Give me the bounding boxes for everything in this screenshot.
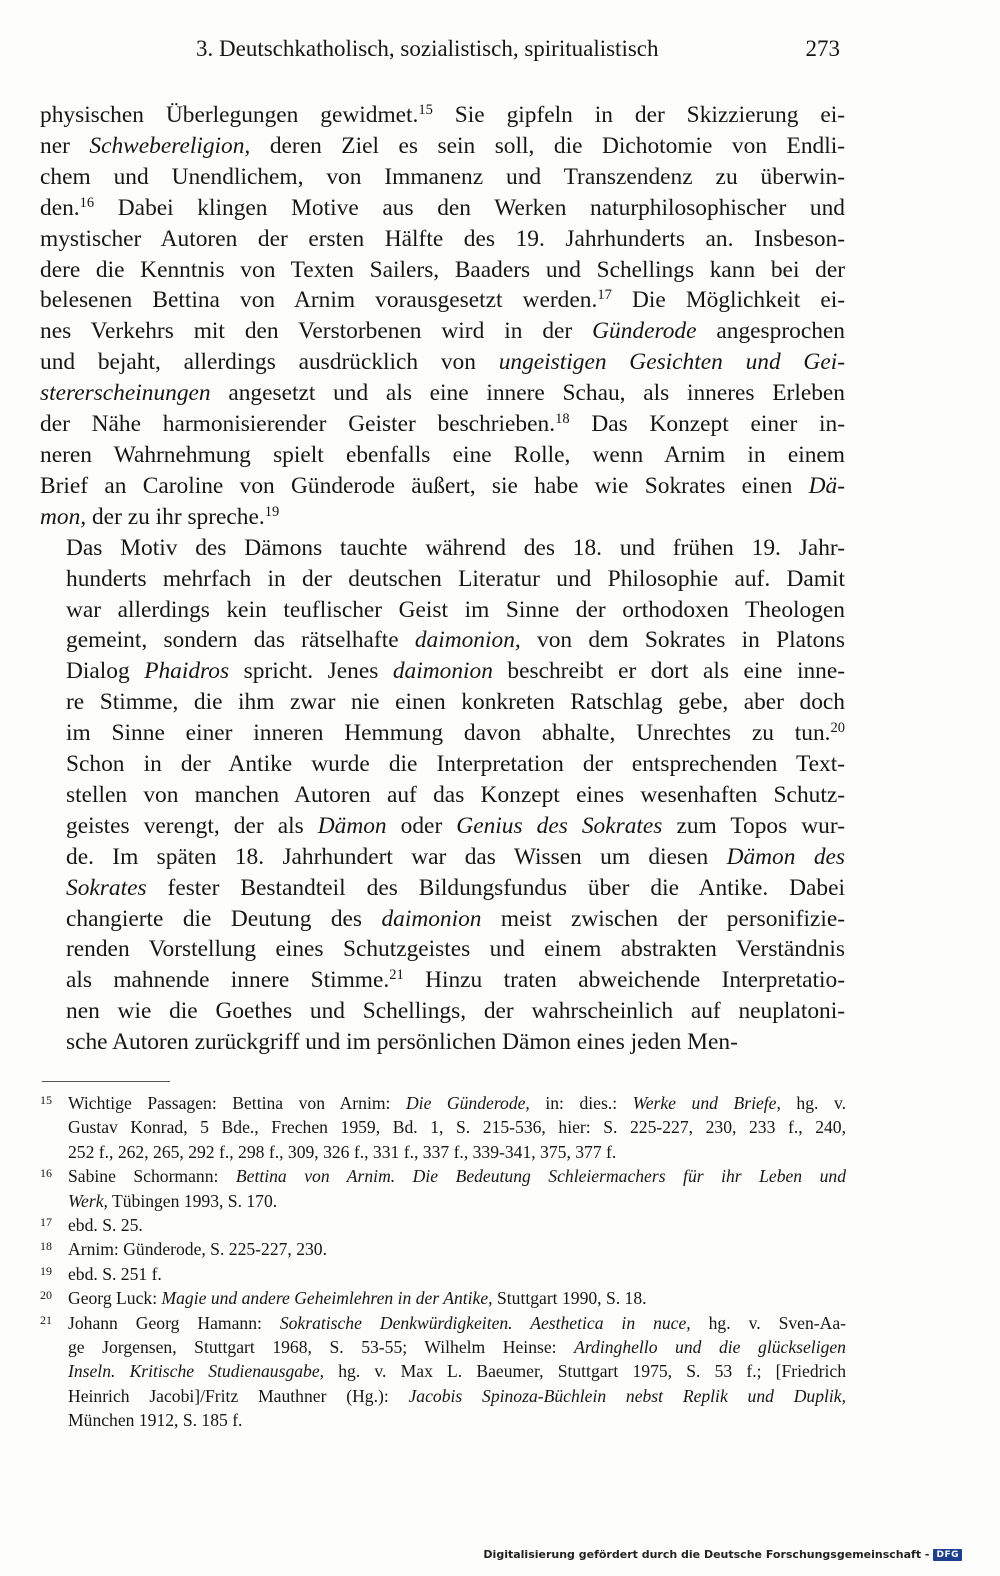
text-run: als mahnende innere Stimme.: [66, 967, 390, 994]
footnote-ref: 18: [555, 411, 570, 428]
text-run: und bejaht, allerdings ausdrücklich von: [40, 349, 499, 376]
italic-run: ungeistigen Gesichten und Gei-: [498, 349, 845, 376]
text-line: [68, 1384, 846, 1408]
text-run: den.: [40, 194, 80, 221]
text-run: hg. v. Sven-Aa-: [690, 1312, 846, 1333]
text-line: [68, 1237, 846, 1261]
text-run: geistes verengt, der als: [66, 812, 318, 839]
text-line: [68, 1408, 846, 1432]
text-run: Arnim: Günderode, S. 225-227, 230.: [68, 1239, 327, 1260]
footnote-number: 21: [40, 1312, 52, 1327]
italic-run: Sokratische Denkwürdigkeiten. Aesthetica in nuce,: [279, 1312, 691, 1333]
footnote-number: 15: [40, 1093, 52, 1107]
italic-run: Dämon des: [726, 843, 845, 870]
italic-run: Genius des Sokrates: [456, 812, 663, 839]
footnote-separator: [42, 1081, 170, 1082]
text-line: [40, 471, 845, 502]
text-run: angesetzt und als eine innere Schau, als inneres Erleben: [210, 380, 845, 407]
text-run: chem und Unendlichem, von Immanenz und Transzendenz zu überwin-: [40, 163, 845, 190]
text-run: ge Jorgensen, Stuttgart 1968, S. 53-55; Wilhelm Heinse:: [68, 1337, 575, 1358]
text-line: [68, 1189, 846, 1213]
text-run: ebd. S. 251 f.: [68, 1263, 162, 1284]
text-run: der zu ihr spreche.: [86, 503, 265, 530]
text-run: ner: [40, 132, 90, 159]
italic-run: Dämon: [317, 812, 387, 839]
italic-run: Bettina von Arnim. Die Bedeutung Schleiermachers für ihr Leben und: [235, 1166, 846, 1187]
footnote: [40, 1091, 846, 1164]
footnote-number: 20: [40, 1288, 52, 1303]
text-run: im Sinne einer inneren Hemmung davon abhalte, Unrechtes zu tun.: [66, 720, 831, 747]
italic-run: Die Günderode,: [405, 1093, 530, 1113]
text-run: Das Konzept einer in-: [569, 411, 845, 438]
text-run: Dabei klingen Motive aus den Werken naturphilosophischer und: [94, 194, 845, 221]
text-run: Hinzu traten abweichende Interpretatio-: [403, 967, 846, 994]
text-line: [40, 904, 845, 935]
text-line: [40, 687, 845, 718]
dfg-logo: DFG: [933, 1549, 962, 1561]
footnote-ref: 17: [597, 287, 612, 304]
text-line: [40, 255, 845, 286]
text-line: [40, 656, 845, 687]
running-title: 3. Deutschkatholisch, sozialistisch, spiritualistisch: [196, 36, 659, 61]
text-run: Gustav Konrad, 5 Bde., Frechen 1959, Bd. 1, S. 215-536, hier: S. 225-227, 230, 233 f., 240,: [68, 1117, 846, 1138]
text-run: in: dies.:: [529, 1093, 633, 1113]
text-line: [68, 1115, 846, 1139]
italic-run: Phaidros: [144, 658, 230, 685]
digitization-credit: [483, 1548, 962, 1561]
text-run: mystischer Autoren der ersten Hälfte des 19. Jahrhunderts an. Insbeson-: [40, 225, 845, 252]
footnote-ref: 21: [389, 967, 404, 984]
italic-run: Ardinghello und die glückseligen: [574, 1337, 846, 1358]
italic-run: Werk,: [68, 1190, 108, 1211]
text-run: belesenen Bettina von Arnim vorausgesetzt werden.: [40, 287, 598, 314]
italic-run: Inseln. Kritische Studienausgabe,: [68, 1361, 325, 1382]
text-run: Sie gipfeln in der Skizzierung ei-: [432, 102, 845, 128]
text-run: meist zwischen der personifizie-: [481, 905, 845, 932]
footnote-ref: 20: [830, 720, 845, 737]
text-line: [40, 131, 845, 162]
text-line: [40, 502, 845, 533]
text-run: Johann Georg Hamann:: [68, 1312, 280, 1333]
text-run: nes Verkehrs mit den Verstorbenen wird in der: [40, 318, 593, 345]
footnote: [40, 1237, 846, 1261]
text-run: fester Bestandteil des Bildungsfundus über die Antike. Dabei: [146, 874, 845, 901]
text-line: [40, 162, 845, 193]
text-run: ebd. S. 25.: [68, 1215, 143, 1236]
body-text: [40, 100, 845, 1058]
text-run: Sabine Schormann:: [68, 1166, 236, 1187]
italic-run: Schwebereligion,: [89, 132, 251, 159]
italic-run: Dä-: [808, 472, 845, 499]
footnote: [40, 1262, 846, 1286]
footnote-ref: 16: [79, 194, 95, 211]
text-line: [40, 842, 845, 873]
text-line: [40, 996, 845, 1027]
text-line: [68, 1140, 846, 1164]
text-line: [40, 934, 845, 965]
text-run: nen wie die Goethes und Schellings, der wahrscheinlich auf neuplatoni-: [66, 998, 845, 1025]
text-run: de. Im späten 18. Jahrhundert war das Wissen um diesen: [66, 843, 727, 870]
text-line: [68, 1213, 846, 1237]
text-run: Wichtige Passagen: Bettina von Arnim:: [68, 1093, 406, 1113]
italic-run: Günderode: [592, 318, 697, 345]
text-line: [40, 378, 845, 409]
text-run: dere die Kenntnis von Texten Sailers, Baaders und Schellings kann bei der: [40, 256, 845, 283]
text-line: [40, 595, 845, 626]
italic-run: Sokrates: [66, 874, 147, 901]
credit-text: Digitalisierung gefördert durch die Deutsche Forschungsgemeinschaft -: [483, 1548, 930, 1561]
page-number: 273: [805, 36, 840, 61]
text-line: [40, 316, 845, 347]
text-line: [68, 1335, 846, 1359]
text-line: [40, 811, 845, 842]
text-line: [40, 100, 845, 131]
italic-run: Magie und andere Geheimlehren in der Antike,: [161, 1288, 493, 1309]
text-run: angesprochen: [696, 318, 845, 345]
text-line: [68, 1286, 846, 1310]
text-line: [40, 965, 845, 996]
text-run: Stuttgart 1990, S. 18.: [492, 1288, 647, 1309]
text-run: Heinrich Jacobi]/Fritz Mauthner (Hg.):: [68, 1385, 409, 1406]
italic-run: daimonion: [392, 658, 493, 685]
text-run: sche Autoren zurückgriff und im persönlichen Dämon eines jeden Men-: [66, 1029, 738, 1056]
paragraph: [40, 100, 845, 533]
text-line: [68, 1091, 846, 1115]
italic-run: stererscheinungen: [40, 380, 211, 407]
text-line: [40, 409, 845, 440]
text-run: Georg Luck:: [68, 1288, 162, 1309]
text-run: Tübingen 1993, S. 170.: [107, 1190, 278, 1211]
italic-run: daimonion: [381, 905, 482, 932]
text-line: [68, 1262, 846, 1286]
footnote: [40, 1164, 846, 1213]
text-run: beschreibt er dort als eine inne-: [492, 658, 846, 685]
italic-run: daimonion,: [414, 627, 521, 654]
text-run: spricht. Jenes: [229, 658, 393, 685]
text-line: [40, 780, 845, 811]
footnote: [40, 1311, 846, 1433]
text-run: der Nähe harmonisierender Geister beschrieben.: [40, 411, 556, 438]
text-run: deren Ziel es sein soll, die Dichotomie von Endli-: [250, 132, 846, 159]
text-run: hg. v. Max L. Baeumer, Stuttgart 1975, S. 53 f.; [Friedrich: [324, 1361, 846, 1382]
italic-run: Werke und Briefe,: [632, 1093, 781, 1113]
text-run: hg. v.: [780, 1093, 846, 1113]
text-line: [40, 873, 845, 904]
text-run: Die Möglichkeit ei-: [611, 287, 846, 314]
text-run: oder: [386, 812, 457, 839]
running-header: [40, 32, 840, 66]
text-line: [40, 749, 845, 780]
text-line: [40, 440, 845, 471]
footnotes: [40, 1091, 846, 1433]
paragraph: [40, 533, 845, 1058]
footnote-ref: 19: [264, 503, 280, 520]
text-line: [40, 285, 845, 316]
text-line: [40, 533, 845, 564]
text-run: München 1912, S. 185 f.: [68, 1410, 243, 1431]
text-line: [40, 224, 845, 255]
text-line: [68, 1164, 846, 1188]
text-line: [40, 347, 845, 378]
text-line: [40, 1027, 845, 1058]
text-line: [40, 718, 845, 749]
text-run: 252 f., 262, 265, 292 f., 298 f., 309, 326 f., 331 f., 337 f., 339-341, 375, 377 f.: [68, 1141, 617, 1162]
text-run: stellen von manchen Autoren auf das Konzept eines wesenhaften Schutz-: [66, 781, 845, 808]
text-run: zum Topos wur-: [662, 812, 845, 839]
text-run: physischen Überlegungen gewidmet.: [40, 102, 419, 128]
text-run: renden Vorstellung eines Schutzgeistes und einem abstrakten Verständnis: [66, 936, 845, 963]
text-run: Schon in der Antike wurde die Interpretation der entsprechenden Text-: [66, 751, 845, 778]
text-run: war allerdings kein teuflischer Geist im Sinne der orthodoxen Theologen: [66, 596, 845, 623]
footnote-number: 17: [40, 1215, 52, 1230]
text-run: Das Motiv des Dämons tauchte während des 18. und frühen 19. Jahr-: [66, 534, 845, 561]
text-line: [68, 1359, 846, 1383]
text-run: Brief an Caroline von Günderode äußert, sie habe wie Sokrates einen: [40, 472, 809, 499]
text-run: re Stimme, die ihm zwar nie einen konkreten Ratschlag gebe, aber doch: [66, 689, 845, 716]
text-run: hunderts mehrfach in der deutschen Literatur und Philosophie auf. Damit: [66, 565, 845, 592]
footnote: [40, 1213, 846, 1237]
text-run: neren Wahrnehmung spielt ebenfalls eine Rolle, wenn Arnim in einem: [40, 441, 845, 468]
text-run: changierte die Deutung des: [66, 905, 382, 932]
italic-run: mon,: [40, 503, 87, 530]
text-line: [40, 625, 845, 656]
text-line: [40, 564, 845, 595]
footnote-number: 19: [40, 1263, 52, 1278]
text-run: von dem Sokrates in Platons: [520, 627, 845, 654]
text-run: Dialog: [66, 658, 145, 685]
text-line: [40, 193, 845, 224]
footnote: [40, 1286, 846, 1310]
footnote-number: 16: [40, 1166, 52, 1181]
text-run: gemeint, sondern das rätselhafte: [66, 627, 415, 654]
text-line: [68, 1311, 846, 1335]
italic-run: Jacobis Spinoza-Büchlein nebst Replik und Duplik,: [408, 1385, 846, 1406]
footnote-ref: 15: [418, 102, 433, 119]
footnote-number: 18: [40, 1239, 52, 1254]
